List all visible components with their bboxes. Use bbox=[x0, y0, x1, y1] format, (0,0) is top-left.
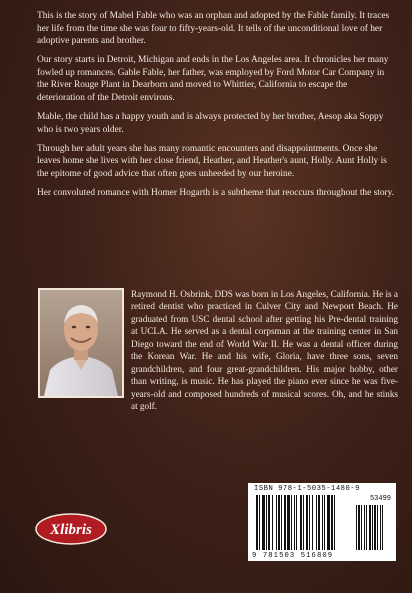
synopsis bbox=[37, 10, 397, 206]
synopsis-paragraph-5: Her convoluted romance with Homer Hogarth is a subtheme that reoccurs throughout the story. bbox=[37, 187, 395, 198]
synopsis-paragraph-4: Through her adult years she has many romantic encounters and disappointments. Once she leaves home she lives with her close friend, Heather, and Heather's aunt, Holly. Aunt Holly is the epitome of good advice that often goes unheeded by our heroine. bbox=[37, 143, 387, 179]
publisher-logo-text: Xlibris bbox=[50, 522, 92, 538]
synopsis-paragraph-1: This is the story of Mabel Fable who was an orphan and adopted by the Fable family. It traces her life from the time she was four to fifty-years-old. It tells of the unconditional love of her adoptive parents and brother. bbox=[37, 11, 390, 47]
portrait-icon bbox=[40, 290, 122, 396]
barcode-icon bbox=[248, 483, 396, 561]
publisher-logo bbox=[34, 512, 108, 546]
isbn-label: ISBN 978-1-5035-1480-9 bbox=[254, 485, 360, 493]
barcode-digits: 9 781503 516809 bbox=[252, 552, 334, 560]
author-bio: Raymond H. Osbrink, DDS was born in Los Angeles, California. He is a retired dentist who practiced in Culver City and Newport Beach. He graduated from USC dental school after getting his Pre-dental training at UCLA. He served as a dental corpsman at the training center in San Diego toward the end of World War II. He was a dental officer during the Korean War. He and his wife, Gloria, have three sons, seven grandchildren, and four great-grandchildren. His major hobby, other than writing, is music. He has played the piano ever since he was five-years-old and composed hundreds of musical scores. Oh, and he stinks at golf. bbox=[131, 289, 398, 412]
xlibris-logo-icon bbox=[34, 512, 108, 546]
isbn-barcode bbox=[248, 483, 396, 561]
price-code: 53499 bbox=[369, 495, 391, 503]
synopsis-paragraph-2: Our story starts in Detroit, Michigan and ends in the Los Angeles area. It chronicles her many fowled up romances. Gable Fable, her father, was employed by Ford Motor Car Company in the River Rouge Plant in Dearborn and moved to Whittier, California to escape the deterioration of the Detroit environs. bbox=[37, 55, 389, 103]
author-photo bbox=[38, 288, 124, 398]
synopsis-paragraph-3: Mable, the child has a happy youth and is always protected by her brother, Aesop aka Soppy who is two years older. bbox=[37, 111, 384, 135]
